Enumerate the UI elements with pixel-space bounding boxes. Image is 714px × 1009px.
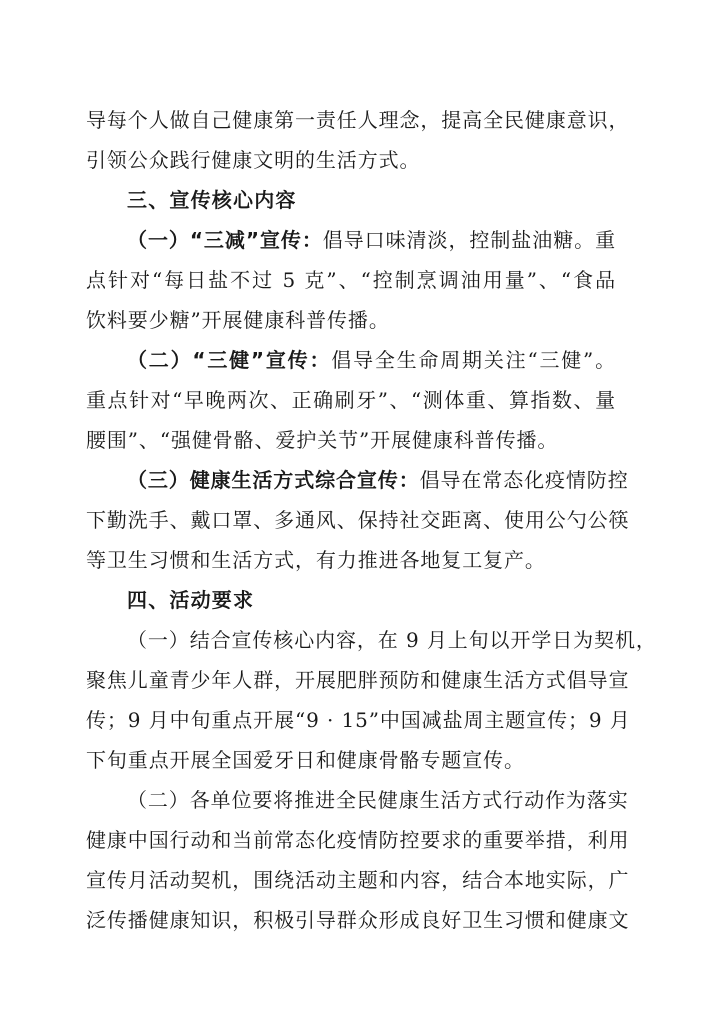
- intro-line-1: 导每个人做自己健康第一责任人理念，提高全民健康意识，: [86, 108, 630, 132]
- section-4-item-2-line-1: （二）各单位要将推进全民健康生活方式行动作为落实: [127, 788, 629, 812]
- section-3-item-3-line-1-text: 倡导在常态化疫情防控: [419, 468, 629, 492]
- section-4-item-2-line-4: 泛传播健康知识，积极引导群众形成良好卫生习惯和健康文: [86, 908, 630, 932]
- section-3-item-3-line-1: [127, 466, 629, 494]
- section-3-item-1-line-1-text: 倡导口味清淡，控制盐油糖。重: [322, 228, 616, 252]
- section-3-item-2-label: （二）“三健”宣传：: [127, 348, 332, 372]
- intro-line-2: 引领公众践行健康文明的生活方式。: [86, 148, 421, 172]
- section-3-item-1-line-1: [127, 226, 616, 254]
- section-4-item-2-line-2: 健康中国行动和当前常态化疫情防控要求的重要举措，利用: [86, 828, 630, 852]
- section-4-item-1-line-4: 下旬重点开展全国爱牙日和健康骨骼专题宣传。: [86, 748, 525, 772]
- section-3-item-3-line-2: 下勤洗手、戴口罩、多通风、保持社交距离、使用公勺公筷: [86, 508, 630, 532]
- section-3-item-2-line-2: 重点针对“早晚两次、正确刷牙”、“测体重、算指数、量: [86, 388, 616, 412]
- section-3-item-2-line-1-text: 倡导全生命周期关注“三健”。: [331, 348, 616, 372]
- section-3-item-1-line-3: 饮料要少糖”开展健康科普传播。: [86, 308, 390, 332]
- section-3-item-2-line-1: [127, 346, 616, 374]
- section-4-title: 四、活动要求: [127, 588, 255, 612]
- section-3-item-1-line-2: 点针对“每日盐不过 5 克”、“控制烹调油用量”、“食品: [86, 268, 616, 292]
- section-4-item-2-line-3: 宣传月活动契机，围绕活动主题和内容，结合本地实际，广: [86, 868, 630, 892]
- section-3-item-3-line-3: 等卫生习惯和生活方式，有力推进各地复工复产。: [86, 548, 546, 572]
- section-4-item-1-line-1: （一）结合宣传核心内容，在 9 月上旬以开学日为契机，: [127, 628, 657, 652]
- section-4-item-1-line-2: 聚焦儿童青少年人群，开展肥胖预防和健康生活方式倡导宣: [86, 668, 630, 692]
- section-3-item-2-line-3: 腰围”、“强健骨骼、爱护关节”开展健康科普传播。: [86, 428, 559, 452]
- section-3-item-3-label: （三）健康生活方式综合宣传：: [127, 468, 420, 492]
- section-4-item-1-line-3: 传；9 月中旬重点开展“9 · 15”中国减盐周主题宣传；9 月: [86, 708, 631, 732]
- section-3-item-1-label: （一）“三减”宣传：: [127, 228, 323, 252]
- section-3-title: 三、宣传核心内容: [127, 188, 297, 212]
